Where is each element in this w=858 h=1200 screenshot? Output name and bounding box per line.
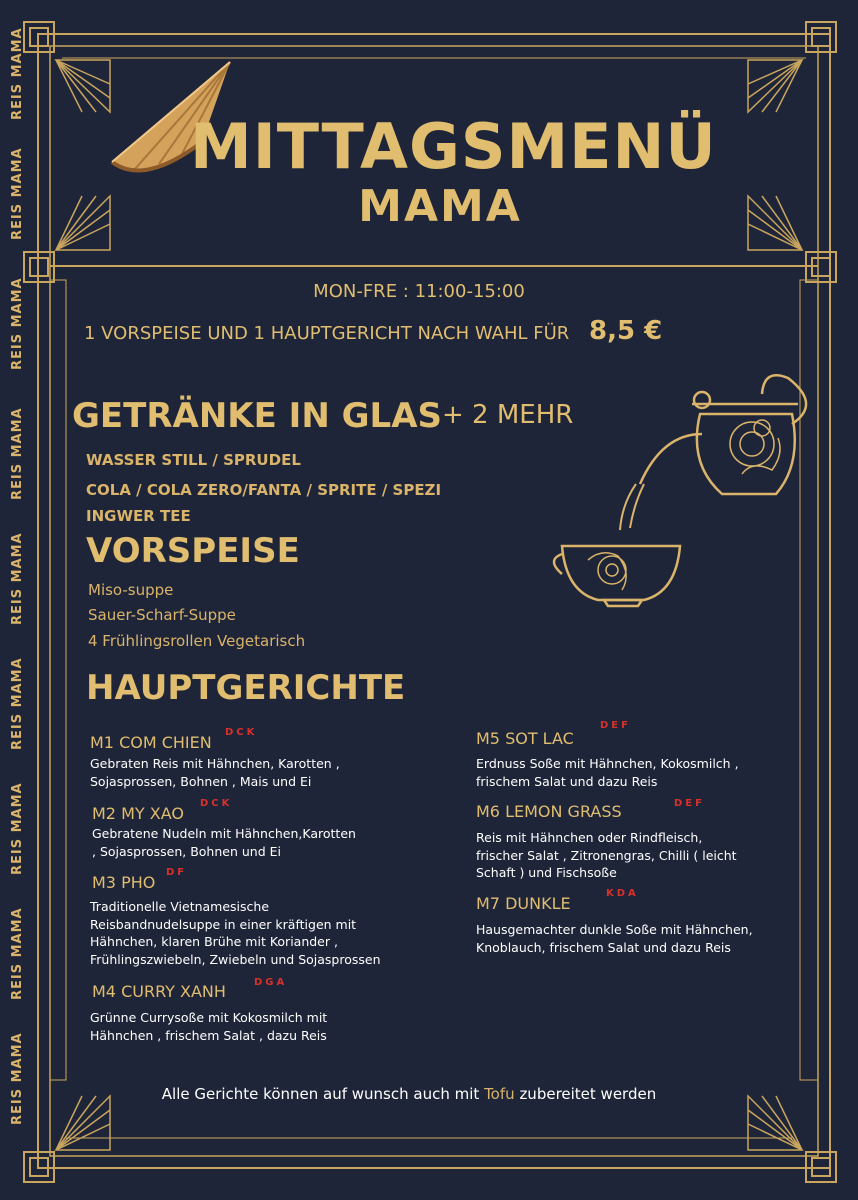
- allergen-code: DGA: [254, 977, 288, 988]
- footer-tofu: Tofu: [484, 1085, 515, 1103]
- lunch-offer: [84, 316, 662, 346]
- offer-text: 1 VORSPEISE UND 1 HAUPTGERICHT NACH WAHL FÜR: [84, 323, 570, 344]
- mains-heading: HAUPTGERICHTE: [86, 668, 406, 708]
- dish-name: M3 PHO: [92, 873, 156, 892]
- dish-description: Erdnuss Soße mit Hähnchen, Kokosmilch , frischem Salat und dazu Reis: [476, 756, 739, 789]
- dish-description: Gebraten Reis mit Hähnchen, Karotten , Sojasprossen, Bohnen , Mais und Ei: [90, 756, 340, 789]
- allergen-code: DEF: [674, 798, 705, 809]
- allergen-code: DCK: [200, 798, 233, 809]
- drink-item: WASSER STILL / SPRUDEL: [86, 451, 301, 469]
- side-banner: REIS MAMA: [10, 147, 25, 240]
- teapot-cup-icon: [552, 364, 808, 608]
- side-banner: REIS MAMA: [10, 782, 25, 875]
- dish-description: Hausgemachter dunkle Soße mit Hähnchen, Knoblauch, frischem Salat und dazu Reis: [476, 922, 753, 955]
- dish-name: M5 SOT LAC: [476, 729, 574, 748]
- footer-text: Alle Gerichte können auf wunsch auch mit: [161, 1085, 480, 1103]
- page-subtitle: MAMA: [358, 181, 522, 232]
- dish-description: Traditionelle Vietnamesische Reisbandnudelsuppe in einer kräftigen mit Hähnchen, klaren Brühe mit Koriander , Frühlingszwiebeln, Zwiebeln und Sojasprossen: [90, 899, 381, 967]
- starter-item: Miso-suppe: [88, 581, 174, 599]
- side-banner: REIS MAMA: [10, 907, 25, 1000]
- drink-item: INGWER TEE: [86, 507, 191, 525]
- side-banner: REIS MAMA: [10, 277, 25, 370]
- drink-item: COLA / COLA ZERO/FANTA / SPRITE / SPEZI: [86, 481, 442, 499]
- footer-text-end: zubereitet werden: [519, 1085, 657, 1103]
- dish-description: Reis mit Hähnchen oder Rindfleisch, frischer Salat , Zitronengras, Chilli ( leicht Schaft ) und Fischsoße: [476, 830, 737, 880]
- starters-heading: VORSPEISE: [86, 531, 300, 571]
- side-banner: REIS MAMA: [10, 27, 25, 120]
- allergen-code: DCK: [225, 727, 258, 738]
- dish-name: M1 COM CHIEN: [90, 733, 212, 752]
- drinks-heading: GETRÄNKE IN GLAS: [72, 396, 442, 436]
- footer-note: [0, 1085, 818, 1103]
- allergen-code: DF: [166, 867, 188, 878]
- dish-description: Grünne Currysoße mit Kokosmilch mit Hähnchen , frischem Salat , dazu Reis: [90, 1010, 328, 1043]
- starter-item: Sauer-Scharf-Suppe: [88, 606, 236, 624]
- allergen-code: DEF: [600, 720, 631, 731]
- starter-item: 4 Frühlingsrollen Vegetarisch: [88, 632, 306, 650]
- dish-name: M4 CURRY XANH: [92, 982, 226, 1001]
- dish-name: M7 DUNKLE: [476, 894, 571, 913]
- drinks-extra: + 2 MEHR: [442, 400, 574, 430]
- dish-name: M2 MY XAO: [92, 804, 184, 823]
- page-title: MITTAGSMENÜ: [190, 110, 717, 183]
- side-banner: REIS MAMA: [10, 657, 25, 750]
- side-banner: REIS MAMA: [10, 407, 25, 500]
- side-banner: REIS MAMA: [10, 532, 25, 625]
- opening-hours: MON-FRE : 11:00-15:00: [313, 281, 525, 302]
- dish-name: M6 LEMON GRASS: [476, 802, 622, 821]
- dish-description: Gebratene Nudeln mit Hähnchen,Karotten , Sojasprossen, Bohnen und Ei: [92, 826, 356, 859]
- allergen-code: KDA: [606, 888, 639, 899]
- side-banner: REIS MAMA: [10, 1032, 25, 1125]
- offer-price: 8,5 €: [589, 316, 663, 346]
